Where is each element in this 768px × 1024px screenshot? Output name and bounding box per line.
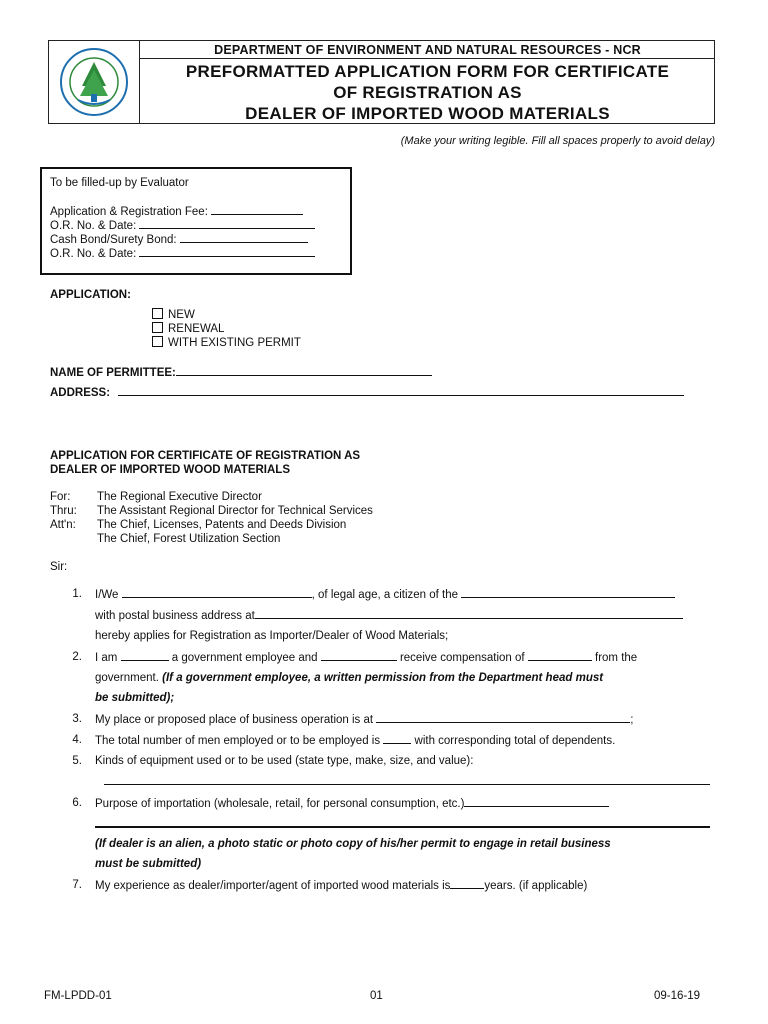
item6-line[interactable] [95,796,609,811]
item2-line2 [95,671,603,685]
item6-purpose-blank-line2[interactable] [95,826,710,828]
item5-number: 5. [72,755,82,767]
footer-date: 09-16-19 [654,990,701,1002]
application-label: APPLICATION: [50,289,131,301]
item2-line1[interactable] [95,650,637,665]
evaluator-bond-blank[interactable] [180,232,308,243]
item1-citizen-text: , of legal age, a citizen of the [311,589,459,601]
item1-address-blank[interactable] [255,608,683,619]
section-title-line1: APPLICATION FOR CERTIFICATE OF REGISTRATION AS [50,450,361,462]
item1-name-blank[interactable] [122,587,312,598]
denr-seal-icon [58,46,130,118]
evaluator-or1-label: O.R. No. & Date: [50,220,137,232]
checkbox-renewal[interactable] [152,322,163,333]
option-existing-permit[interactable] [152,336,301,350]
item5-equipment-blank[interactable] [104,774,710,785]
item2-am-blank[interactable] [121,650,169,661]
permittee-name-label: NAME OF PERMITTEE: [50,367,176,379]
address-blank[interactable] [118,385,684,396]
item7-line[interactable] [95,878,587,893]
item3-place-blank[interactable] [376,712,630,723]
item2-government: government. [95,672,159,684]
attn-value2: The Chief, Forest Utilization Section [97,533,281,545]
item6-alien-note2: must be submitted) [95,858,202,870]
item6-text: Purpose of importation (wholesale, retail, for personal consumption, etc.) [95,798,465,810]
item1-address-text: with postal business address at [95,610,255,622]
checkbox-new[interactable] [152,308,163,319]
department-name: DEPARTMENT OF ENVIRONMENT AND NATURAL RESOURCES - NCR [214,43,641,57]
item7-years-text: years. (if applicable) [484,880,588,892]
item4-line[interactable] [95,733,615,748]
evaluator-heading: To be filled-up by Evaluator [50,177,189,189]
option-renewal-label: RENEWAL [168,323,225,335]
permittee-name-blank[interactable] [176,365,432,376]
section-title-line2: DEALER OF IMPORTED WOOD MATERIALS [50,464,291,476]
item3-text: My place or proposed place of business operation is at [95,714,374,726]
evaluator-fee-blank[interactable] [211,204,303,215]
item2-comp-text: receive compensation of [399,652,525,664]
item4-dependents-text: with corresponding total of dependents. [414,735,616,747]
item2-line3: be submitted); [95,692,175,704]
item1-line1[interactable] [95,587,675,602]
item4-men-blank[interactable] [383,733,411,744]
item7-text: My experience as dealer/importer/agent of imported wood materials is [95,880,451,892]
header-logo-cell [48,40,140,124]
evaluator-or1-blank[interactable] [139,218,315,229]
item2-iam: I am [95,652,118,664]
item2-from-text: from the [595,652,638,664]
item2-govt-text: a government employee and [171,652,318,664]
item6-alien-note: (If dealer is an alien, a photo static or photo copy of his/her permit to engage in retail business [95,838,611,850]
checkbox-existing-permit[interactable] [152,336,163,347]
attn-label: Att'n: [50,519,76,531]
for-label: For: [50,491,71,503]
option-new[interactable] [152,308,195,322]
evaluator-or2-blank[interactable] [139,246,315,257]
address-field[interactable] [50,385,684,399]
option-renewal[interactable] [152,322,224,336]
item1-line2[interactable] [95,608,683,623]
item1-line3: hereby applies for Registration as Importer/Dealer of Wood Materials; [95,630,449,642]
form-title [140,61,715,124]
option-existing-permit-label: WITH EXISTING PERMIT [168,337,301,349]
salutation: Sir: [50,561,68,573]
item1-number: 1. [72,588,82,600]
item5-line: Kinds of equipment used or to be used (state type, make, size, and value): [95,755,474,767]
item1-iwe: I/We [95,589,119,601]
evaluator-or2-label: O.R. No. & Date: [50,248,137,260]
item2-comp-blank[interactable] [528,650,592,661]
form-title-line2: OF REGISTRATION AS [333,83,522,102]
permittee-name-field[interactable] [50,365,432,379]
evaluator-field-or2[interactable] [50,246,315,261]
item3-line[interactable] [95,712,633,727]
item6-purpose-blank[interactable] [464,796,609,807]
item7-number: 7. [72,879,82,891]
item4-text: The total number of men employed or to be employed is [95,735,381,747]
item2-receive-blank[interactable] [321,650,397,661]
evaluator-field-fee[interactable] [50,204,303,219]
form-title-line3: DEALER OF IMPORTED WOOD MATERIALS [245,104,610,123]
address-label: ADDRESS: [50,387,111,399]
item4-number: 4. [72,734,82,746]
item2-permission-note: (If a government employee, a written permission from the Department head must [162,672,604,684]
item3-number: 3. [72,713,82,725]
attn-value1: The Chief, Licenses, Patents and Deeds Division [97,519,347,531]
section-title [50,449,360,477]
item1-citizenship-blank[interactable] [461,587,675,598]
evaluator-field-bond[interactable] [50,232,308,247]
for-value: The Regional Executive Director [97,491,262,503]
header-divider [140,58,715,59]
item2-number: 2. [72,651,82,663]
evaluator-bond-label: Cash Bond/Surety Bond: [50,234,177,246]
footer-form-code: FM-LPDD-01 [44,990,112,1002]
thru-label: Thru: [50,505,77,517]
footer-page-number: 01 [370,990,383,1002]
item7-years-blank[interactable] [450,878,484,889]
item3-semicolon: ; [630,714,634,726]
form-title-line1: PREFORMATTED APPLICATION FORM FOR CERTIFICATE [185,62,670,81]
evaluator-fee-label: Application & Registration Fee: [50,206,208,218]
item6-number: 6. [72,797,82,809]
option-new-label: NEW [168,309,195,321]
evaluator-field-or1[interactable] [50,218,315,233]
thru-value: The Assistant Regional Director for Technical Services [97,505,373,517]
legibility-note: (Make your writing legible. Fill all spaces properly to avoid delay) [400,135,715,147]
